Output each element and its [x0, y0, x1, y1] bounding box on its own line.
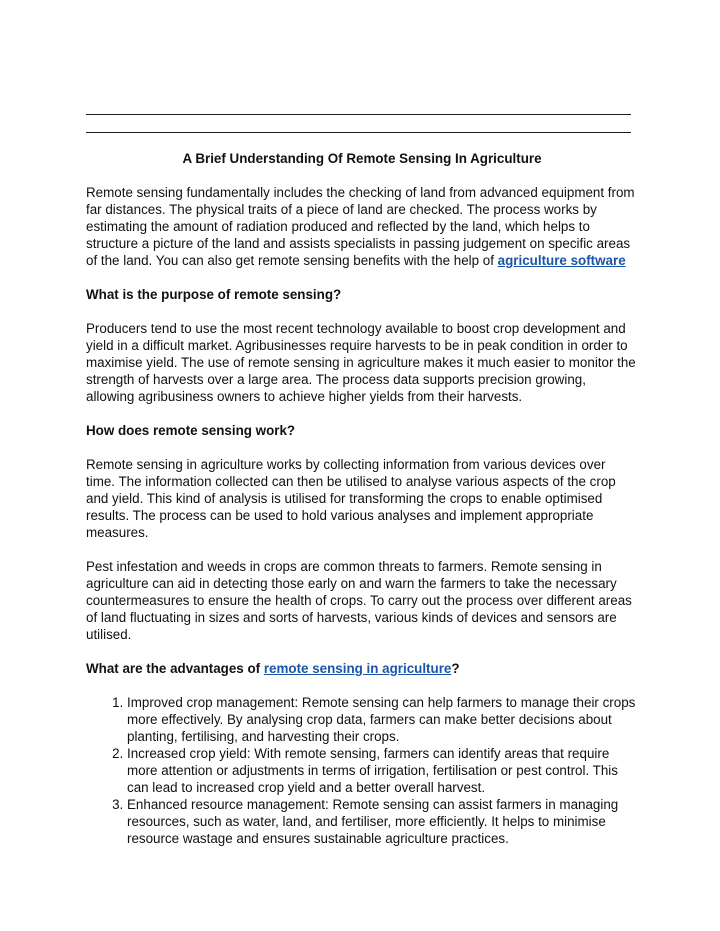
top-rule-2: [86, 132, 631, 133]
advantages-list: [86, 694, 638, 847]
purpose-paragraph: Producers tend to use the most recent technology available to boost crop development and yield in a difficult market. Agribusinesses require harvests to be in peak condition in order to maximise yield. The use of remote sensing in agriculture makes it much easier to monitor the strength of harvests over a large area. The process data supports precision growing, allowing agribusiness owners to achieve higher yields from their harvests.: [86, 321, 636, 404]
advantages-heading-prefix: What are the advantages of: [86, 661, 264, 676]
list-item: 3. Enhanced resource management: Remote sensing can assist farmers in managing resources, such as water, land, and fertiliser, more efficiently. It helps to minimise resource wastage and ensures sustainable agriculture practices.: [127, 796, 638, 847]
agriculture-software-link[interactable]: agriculture software: [497, 253, 626, 268]
intro-paragraph: [86, 184, 638, 269]
list-item: 2. Increased crop yield: With remote sensing, farmers can identify areas that require more attention or adjustments in terms of irrigation, fertilisation or pest control. This can lead to increased crop yield and a better overall harvest.: [127, 745, 638, 796]
how-it-works-heading: How does remote sensing work?: [86, 423, 296, 438]
list-item: 1. Improved crop management: Remote sensing can help farmers to manage their crops more effectively. By analysing crop data, farmers can make better decisions about planting, fertilising, and harvesting their crops.: [127, 694, 638, 745]
document-title: A Brief Understanding Of Remote Sensing In Agriculture: [182, 151, 542, 166]
remote-sensing-link[interactable]: remote sensing in agriculture: [263, 661, 452, 676]
how-it-works-paragraph-1: Remote sensing in agriculture works by collecting information from various devices over time. The information collected can then be utilised to analyse various aspects of the crop and yield. This kind of analysis is utilised for transforming the crops to enable optimised results. The process can be used to hold various analyses and implement appropriate measures.: [86, 457, 616, 540]
top-rule-1: [86, 114, 631, 115]
advantages-heading: [86, 660, 638, 677]
purpose-heading: What is the purpose of remote sensing?: [86, 287, 342, 302]
intro-text: Remote sensing fundamentally includes the checking of land from advanced equipment from far distances. The physical traits of a piece of land are checked. The process works by estimating the amount of radiation produced and reflected by the land, which helps to structure a picture of the land and assists specialists in passing judgement on specific areas of the land. You can also get remote sensing benefits with the help of: [86, 185, 635, 268]
document-body: [86, 150, 638, 847]
how-it-works-paragraph-2: Pest infestation and weeds in crops are common threats to farmers. Remote sensing in agriculture can aid in detecting those early on and warn the farmers to take the necessary countermeasures to ensure the health of crops. To carry out the process over different areas of land fluctuating in sizes and sorts of harvests, various kinds of devices and sensors are utilised.: [86, 559, 632, 642]
advantages-heading-suffix: ?: [451, 661, 460, 676]
